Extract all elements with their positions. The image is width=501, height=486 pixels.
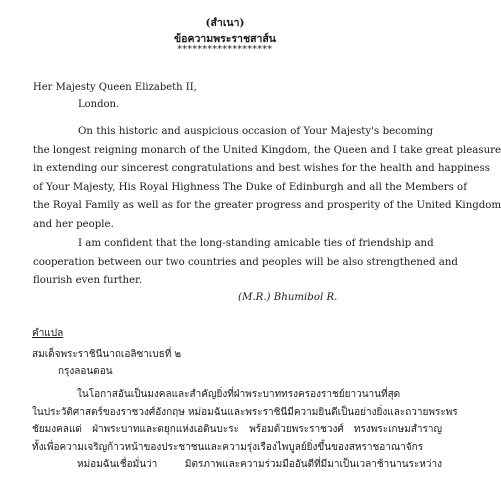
paragraph-line: and her people. [33,218,114,230]
recipient-city: London. [78,99,120,110]
paragraph-line: cooperation between our two countries and peoples will be also strengthened and [33,256,458,268]
paragraph-line: On this historic and auspicious occasion of Your Majesty's becoming [78,126,433,137]
translation-line: ทั้งเพื่อความเจริญก้าวหน้าของประชาชนและความรุ่งเรืองไพบูลย์ยิ่งขึ้นของสหราชอาณาจักร [32,441,424,453]
translation-recipient: สมเด็จพระราชินีนาถเอลิซาเบธที่ ๒ [32,349,182,360]
letter-title: ข้อความพระราชสาส์น [174,33,276,45]
paragraph-line: of Your Majesty, His Royal Highness The Duke of Edinburgh and all the Members of [33,181,467,193]
translation-paragraph [32,386,458,474]
recipient-line: Her Majesty Queen Elizabeth II, [33,82,197,93]
paragraph-line: the longest reigning monarch of the United Kingdom, the Queen and I take great pleasure [33,144,501,156]
title-underline-stars: ******************* [177,45,273,55]
paragraph-line: the Royal Family as well as for the greater progress and prosperity of the United Kingdom [33,200,501,211]
paragraph-line: in extending our sincerest congratulations and best wishes for the health and happiness [33,163,490,174]
signature: (M.R.) Bhumibol R. [238,292,338,303]
paragraph-friendship [33,235,458,291]
paragraph-line: I am confident that the long-standing amicable ties of friendship and [78,238,434,249]
paragraph-line: flourish even further. [33,275,143,286]
translation-heading: คำแปล [32,328,64,339]
translation-city: กรุงลอนดอน [58,366,113,377]
translation-line: หม่อมฉันเชื่อมั่นว่า มิตรภาพและความร่วมมืออันดีที่มีมาเป็นเวลาช้านานระหว่าง [77,459,442,470]
copy-label: (สำเนา) [205,17,245,29]
translation-line: ในโอกาสอันเป็นมงคลและสำคัญยิ่งที่ฝ่าพระบาททรงครองราชย์ยาวนานที่สุด [77,389,401,400]
translation-line: ชัยมงคลแด่ ฝ่าพระบาทและดยุกแห่งเอดินบะระ พร้อมด้วยพระราชวงศ์ ทรงพระเกษมสำราญ [32,424,442,435]
translation-line: ในประวัติศาสตร์ของราชวงศ์อังกฤษ หม่อมฉันและพระราชินีมีความยินดีเป็นอย่างยิ่งและถวายพระพร [32,406,458,418]
paragraph-congratulations [33,123,501,234]
